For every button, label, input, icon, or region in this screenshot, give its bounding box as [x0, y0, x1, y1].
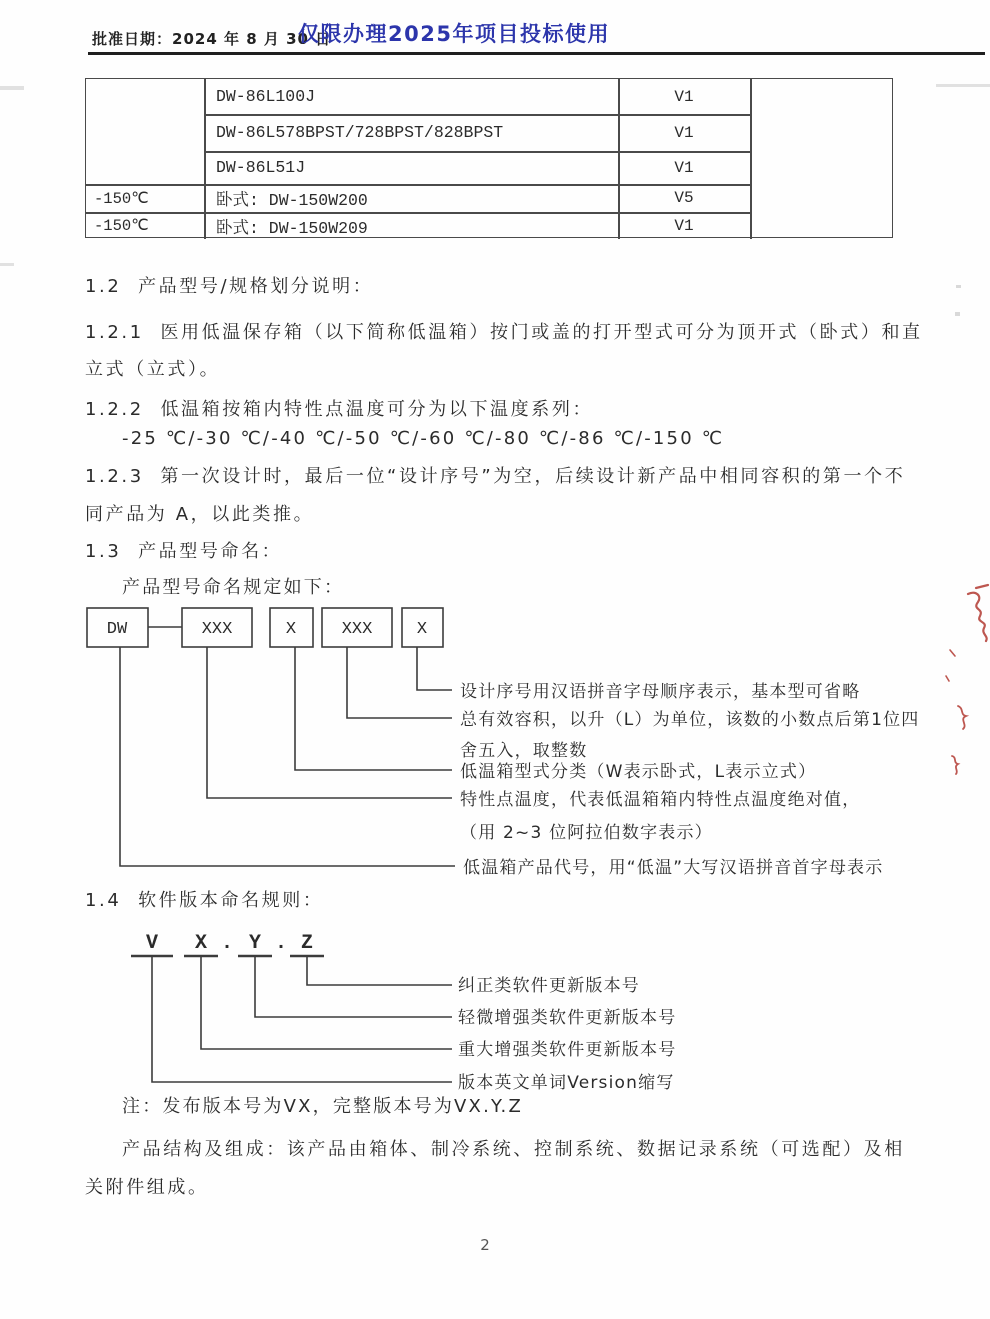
table-cell-version: V5 [674, 189, 694, 207]
model-version-table [85, 78, 893, 238]
leader-line-type [295, 647, 452, 770]
red-mark-stroke [950, 650, 955, 656]
version-letter-v: V [145, 932, 159, 955]
annotation-product-code: 低温箱产品代号，用“低温”大写汉语拼音首字母表示 [463, 858, 884, 878]
scan-artifact [956, 285, 961, 288]
temperature-series-line: -25 ℃/-30 ℃/-40 ℃/-50 ℃/-60 ℃/-80 ℃/-86 ℃/-150 ℃ [122, 428, 725, 449]
code-box-dw-label: DW [106, 620, 128, 639]
version-dot: . [274, 932, 288, 955]
leader-line-design [417, 647, 452, 690]
annotation-design-serial: 设计序号用汉语拼音字母顺序表示，基本型可省略 [460, 682, 861, 702]
version-dot: . [220, 932, 234, 955]
annotation-minor-version: 轻微增强类软件更新版本号 [458, 1008, 677, 1028]
version-letter-x: X [194, 932, 208, 955]
code-box-design-label: X [416, 620, 428, 639]
table-cell-version: V1 [674, 216, 694, 235]
scan-artifact [936, 84, 990, 87]
composition-line2: 关附件组成。 [85, 1177, 209, 1198]
table-cell-version: V1 [674, 158, 694, 177]
approval-date-line [92, 28, 331, 49]
red-mark-stroke [952, 756, 958, 774]
version-letter-y: Y [248, 932, 262, 955]
red-mark-stroke [976, 585, 988, 588]
restriction-stamp-text: 仅限办理2025年项目投标使用 [298, 22, 610, 46]
annotation-patch-version: 纠正类软件更新版本号 [458, 976, 640, 996]
annotation-volume-line2: 舍五入，取整数 [460, 741, 588, 761]
leader-line-volume [347, 647, 452, 718]
heading-1-2: 1.2 产品型号/规格划分说明： [85, 276, 374, 297]
red-mark-stroke [946, 676, 949, 681]
code-box-type-label: X [285, 620, 297, 639]
annotation-type-class: 低温箱型式分类（W表示卧式，L表示立式） [460, 762, 817, 782]
leader-line-y [255, 956, 452, 1017]
table-cell-temperature: -150℃ [94, 217, 149, 235]
version-letter-z: Z [300, 932, 314, 955]
annotation-major-version: 重大增强类软件更新版本号 [458, 1040, 677, 1060]
code-box-volume-label: XXX [341, 620, 373, 639]
scan-artifact [0, 263, 14, 266]
naming-rule-intro: 产品型号命名规定如下： [122, 577, 345, 598]
table-cell-version: V1 [674, 123, 694, 142]
annotation-volume-line1: 总有效容积，以升（L）为单位，该数的小数点后第1位四 [460, 710, 920, 730]
approval-date-label: 批准日期： [92, 30, 173, 48]
table-cell-model: 卧式: DW-150W209 [216, 218, 368, 238]
version-note: 注：发布版本号为VX，完整版本号为VX.Y.Z [122, 1096, 524, 1117]
page-number: 2 [480, 1236, 490, 1254]
heading-1-3: 1.3 产品型号命名： [85, 541, 283, 562]
scan-artifact [0, 86, 24, 90]
para-1-2-1-line2: 立式（立式）。 [85, 359, 221, 380]
leader-line-dw [120, 647, 455, 866]
table-cell-model: DW-86L578BPST/728BPST/828BPST [216, 123, 504, 142]
annotation-feature-temp-line1: 特性点温度，代表低温箱箱内特性点温度绝对值， [460, 790, 861, 810]
table-cell-model: DW-86L51J [216, 158, 306, 177]
annotation-feature-temp-line2: （用 2~3 位阿拉伯数字表示） [460, 823, 713, 843]
red-mark-stroke [968, 593, 987, 641]
leader-line-v [152, 956, 452, 1082]
leader-line-x [201, 956, 452, 1049]
red-mark-stroke [958, 706, 966, 729]
table-cell-version: V1 [674, 87, 694, 106]
para-1-2-1-line1: 1.2.1 医用低温保存箱（以下简称低温箱）按门或盖的打开型式可分为顶开式（卧式）和直 [85, 322, 923, 343]
code-box-temp-label: XXX [201, 620, 233, 639]
header-rule [88, 52, 985, 55]
heading-1-4: 1.4 软件版本命名规则： [85, 890, 324, 911]
para-1-2-3-line2: 同产品为 A，以此类推。 [85, 504, 315, 525]
leader-line-temp [207, 647, 452, 798]
table-cell-temperature: -150℃ [94, 189, 149, 208]
para-1-2-2: 1.2.2 低温箱按箱内特性点温度可分为以下温度系列： [85, 399, 594, 420]
annotation-version-abbrev: 版本英文单词Version缩写 [458, 1073, 675, 1093]
table-cell-model: 卧式: DW-150W200 [216, 191, 368, 210]
scan-artifact [955, 312, 960, 316]
table-cell-model: DW-86L100J [216, 87, 316, 106]
approval-date-value: 2024 年 8 月 30 日 [172, 30, 332, 48]
para-1-2-3-line1: 1.2.3 第一次设计时，最后一位“设计序号”为空，后续设计新产品中相同容积的第一个不 [85, 466, 906, 487]
leader-line-z [307, 956, 452, 985]
version-naming-diagram [0, 915, 990, 1100]
composition-line1: 产品结构及组成：该产品由箱体、制冷系统、控制系统、数据记录系统（可选配）及相 [122, 1139, 905, 1160]
table-grid-line [750, 79, 752, 239]
model-naming-diagram [0, 595, 990, 895]
red-handwriting-marks [930, 580, 990, 800]
